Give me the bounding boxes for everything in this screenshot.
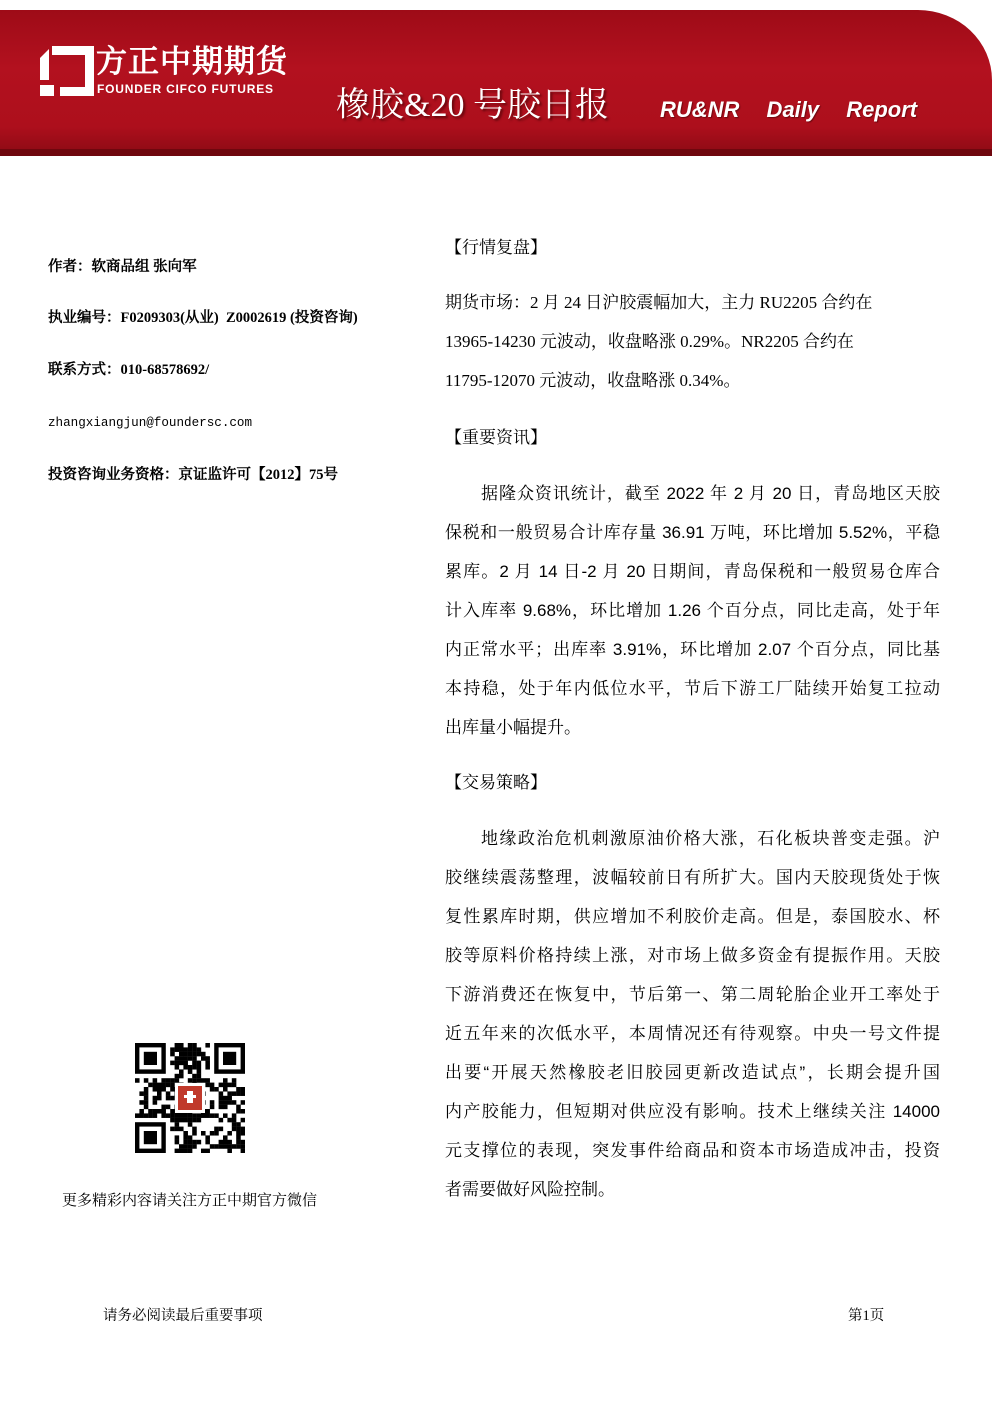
qr-module: [157, 1096, 162, 1101]
qr-module: [241, 1149, 245, 1153]
qr-module: [201, 1149, 206, 1153]
qr-module: [197, 1074, 202, 1079]
qr-module: [232, 1113, 237, 1118]
qr-module: [214, 1144, 219, 1149]
qr-module: [188, 1135, 193, 1140]
qr-module: [205, 1065, 210, 1070]
paragraph-line: 期货市场：2 月 24 日沪胶震幅加大，主力 RU2205 合约在: [445, 293, 873, 312]
qr-module: [241, 1118, 245, 1123]
qr-module: [223, 1096, 228, 1101]
qr-module: [236, 1087, 241, 1092]
qr-module: [236, 1122, 241, 1127]
qr-module: [153, 1078, 158, 1083]
qr-module: [227, 1144, 232, 1149]
paragraph-line: 复性累库时期，供应增加不利胶价走高。但是，泰国胶水、杯: [445, 907, 940, 926]
qr-module: [219, 1127, 224, 1132]
qr-module: [144, 1113, 149, 1118]
qr-module: [223, 1078, 228, 1083]
qr-module: [241, 1140, 245, 1145]
qr-module: [219, 1083, 224, 1088]
qr-module: [179, 1144, 184, 1149]
qr-module: [170, 1052, 175, 1057]
qr-module: [183, 1056, 188, 1061]
qr-module: [219, 1091, 224, 1096]
qr-module: [236, 1144, 241, 1149]
qr-module: [227, 1096, 232, 1101]
qr-module: [139, 1109, 144, 1114]
qr-module: [166, 1096, 171, 1101]
paragraph-line: 内产胶能力，但短期对供应没有影响。技术上继续关注 14000: [445, 1102, 940, 1121]
qr-module: [205, 1061, 210, 1066]
paragraph-line: 本持稳，处于年内低位水平，节后下游工厂陆续开始复工拉动: [445, 679, 940, 698]
paragraph-line: 累库。2 月 14 日-2 月 20 日期间，青岛保税和一般贸易仓库合: [445, 562, 940, 581]
qr-module: [219, 1100, 224, 1105]
qr-module: [236, 1131, 241, 1136]
qr-module: [236, 1109, 241, 1114]
qr-module: [144, 1091, 149, 1096]
qr-module: [192, 1056, 197, 1061]
qr-module: [241, 1091, 245, 1096]
qualification-line: 投资咨询业务资格：京证监许可【2012】75号: [48, 467, 338, 483]
qr-module: [183, 1144, 188, 1149]
qr-finder: [144, 1131, 157, 1144]
qr-module: [135, 1113, 140, 1118]
qr-module: [227, 1149, 232, 1153]
qr-module: [144, 1096, 149, 1101]
qr-module: [170, 1127, 175, 1132]
qr-module: [188, 1052, 193, 1057]
qr-module: [139, 1091, 144, 1096]
trading-strategy-paragraph: [445, 819, 940, 1209]
qr-module: [179, 1052, 184, 1057]
qr-module: [214, 1113, 219, 1118]
qr-module: [175, 1118, 180, 1123]
qr-module: [144, 1078, 149, 1083]
qr-module: [232, 1122, 237, 1127]
qr-module: [153, 1113, 158, 1118]
key-news-paragraph: [445, 474, 940, 747]
qr-module: [153, 1096, 158, 1101]
qr-module: [183, 1118, 188, 1123]
qr-module: [197, 1061, 202, 1066]
qr-module: [227, 1131, 232, 1136]
qr-module: [175, 1056, 180, 1061]
qr-module: [157, 1109, 162, 1114]
paragraph-line: 保税和一般贸易合计库存量 36.91 万吨，环比增加 5.52%，平稳: [445, 523, 940, 542]
qr-module: [241, 1087, 245, 1092]
qr-module: [210, 1113, 215, 1118]
qr-module: [175, 1135, 180, 1140]
qr-center-logo: [187, 1091, 193, 1103]
qr-module: [179, 1043, 184, 1048]
qr-module: [232, 1144, 237, 1149]
qr-module: [183, 1065, 188, 1070]
qr-module: [161, 1105, 166, 1110]
paragraph-line: 地缘政治危机刺激原油价格大涨，石化板块普变走强。沪: [481, 829, 940, 848]
qr-module: [175, 1061, 180, 1066]
qr-code-image: [135, 1043, 245, 1153]
qr-module: [227, 1083, 232, 1088]
qr-module: [170, 1061, 175, 1066]
qr-module: [219, 1118, 224, 1123]
report-title-en: RU&NR Daily Report: [660, 97, 918, 122]
qr-module: [183, 1047, 188, 1052]
qr-caption: 更多精彩内容请关注方正中期官方微信: [62, 1193, 318, 1209]
qr-module: [236, 1135, 241, 1140]
section-heading-market-review: 【行情复盘】: [445, 238, 547, 257]
qr-module: [210, 1131, 215, 1136]
qr-module: [183, 1149, 188, 1153]
qr-module: [170, 1078, 175, 1083]
qr-module: [188, 1122, 193, 1127]
qr-module: [161, 1109, 166, 1114]
qr-module: [166, 1113, 171, 1118]
qr-module: [179, 1118, 184, 1123]
qr-module: [210, 1087, 215, 1092]
qr-module: [205, 1113, 210, 1118]
qr-module: [161, 1083, 166, 1088]
brand-name-cn: 方正中期期货: [96, 44, 288, 80]
founder-cifco-logo-icon: [40, 46, 94, 96]
qr-module: [236, 1140, 241, 1145]
qr-module: [188, 1118, 193, 1123]
qr-module: [144, 1087, 149, 1092]
license-line: 执业编号：F0209303(从业) Z0002619 (投资咨询): [48, 310, 358, 326]
section-heading-key-news: 【重要资讯】: [445, 428, 547, 447]
paragraph-line: 据隆众资讯统计，截至 2022 年 2 月 20 日，青岛地区天胶: [481, 484, 940, 503]
qr-module: [153, 1109, 158, 1114]
qr-module: [223, 1113, 228, 1118]
paragraph-line: 下游消费还在恢复中，节后第一、第二周轮胎企业开工率处于: [445, 985, 940, 1004]
qr-module: [157, 1083, 162, 1088]
qr-module: [232, 1100, 237, 1105]
qr-module: [223, 1135, 228, 1140]
qr-module: [179, 1127, 184, 1132]
qr-module: [183, 1140, 188, 1145]
report-title-cn: 橡胶&20 号胶日报: [336, 87, 609, 124]
qr-module: [241, 1144, 245, 1149]
qr-module: [205, 1043, 210, 1048]
qr-module: [170, 1083, 175, 1088]
qr-module: [205, 1083, 210, 1088]
qr-module: [197, 1069, 202, 1074]
qr-module: [232, 1118, 237, 1123]
qr-module: [183, 1131, 188, 1136]
qr-module: [227, 1118, 232, 1123]
qr-module: [236, 1105, 241, 1110]
qr-module: [183, 1113, 188, 1118]
qr-module: [227, 1100, 232, 1105]
qr-module: [236, 1091, 241, 1096]
qr-module: [223, 1100, 228, 1105]
qr-module: [188, 1043, 193, 1048]
qr-module: [219, 1105, 224, 1110]
qr-module: [135, 1078, 140, 1083]
qr-module: [170, 1118, 175, 1123]
qr-module: [175, 1122, 180, 1127]
qr-module: [210, 1105, 215, 1110]
qr-module: [157, 1087, 162, 1092]
contact-email: zhangxiangjun@foundersc.com: [48, 416, 253, 430]
qr-finder: [223, 1052, 236, 1065]
qr-module: [192, 1140, 197, 1145]
qr-module: [197, 1113, 202, 1118]
qr-module: [175, 1127, 180, 1132]
qr-module: [179, 1047, 184, 1052]
qr-module: [241, 1131, 245, 1136]
qr-module: [188, 1113, 193, 1118]
qr-module: [161, 1113, 166, 1118]
qr-module: [192, 1043, 197, 1048]
qr-module: [223, 1105, 228, 1110]
qr-module: [175, 1113, 180, 1118]
qr-module: [219, 1096, 224, 1101]
qr-module: [175, 1078, 180, 1083]
qr-module: [205, 1056, 210, 1061]
qr-module: [153, 1083, 158, 1088]
qr-module: [183, 1052, 188, 1057]
qr-module: [170, 1047, 175, 1052]
qr-module: [188, 1144, 193, 1149]
qr-module: [188, 1056, 193, 1061]
paragraph-line: 者需要做好风险控制。: [445, 1180, 615, 1199]
qr-module: [175, 1074, 180, 1079]
qr-module: [219, 1140, 224, 1145]
qr-module: [192, 1047, 197, 1052]
qr-module: [148, 1109, 153, 1114]
qr-module: [179, 1149, 184, 1153]
qr-module: [201, 1052, 206, 1057]
qr-module: [166, 1091, 171, 1096]
qr-module: [223, 1087, 228, 1092]
qr-module: [205, 1135, 210, 1140]
qr-finder: [144, 1052, 157, 1065]
qr-module: [192, 1065, 197, 1070]
qr-module: [188, 1047, 193, 1052]
qr-module: [210, 1100, 215, 1105]
qr-module: [170, 1109, 175, 1114]
brand-name-en: FOUNDER CIFCO FUTURES: [97, 82, 274, 96]
qr-module: [144, 1105, 149, 1110]
qr-module: [192, 1113, 197, 1118]
contact-phone: 联系方式：010-68578692/: [48, 362, 210, 378]
qr-module: [197, 1052, 202, 1057]
qr-module: [236, 1127, 241, 1132]
qr-module: [192, 1052, 197, 1057]
qr-module: [241, 1100, 245, 1105]
qr-module: [148, 1113, 153, 1118]
qr-module: [192, 1118, 197, 1123]
qr-module: [232, 1083, 237, 1088]
qr-module: [210, 1083, 215, 1088]
qr-module: [188, 1140, 193, 1145]
qr-module: [179, 1113, 184, 1118]
qr-module: [192, 1144, 197, 1149]
qr-module: [210, 1144, 215, 1149]
qr-module: [205, 1078, 210, 1083]
qr-module: [153, 1100, 158, 1105]
paragraph-line: 元支撑位的表现，突发事件给商品和资本市场造成冲击，投资: [445, 1141, 940, 1160]
qr-module: [161, 1087, 166, 1092]
qr-module: [232, 1127, 237, 1132]
qr-module: [153, 1087, 158, 1092]
qr-module: [148, 1083, 153, 1088]
paragraph-line: 计入库率 9.68%，环比增加 1.26 个百分点，同比走高，处于年: [445, 601, 940, 620]
paragraph-line: 出要“开展天然橡胶老旧胶园更新改造试点”，长期会提升国: [445, 1063, 940, 1082]
qr-module: [179, 1061, 184, 1066]
qr-module: [188, 1149, 193, 1153]
paragraph-line: 13965-14230 元波动，收盘略涨 0.29%。NR2205 合约在: [445, 332, 854, 351]
qr-module: [214, 1087, 219, 1092]
section-heading-trading-strategy: 【交易策略】: [445, 773, 547, 792]
qr-module: [192, 1061, 197, 1066]
qr-module: [179, 1069, 184, 1074]
qr-module: [175, 1149, 180, 1153]
qr-module: [170, 1096, 175, 1101]
author-line: 作者：软商品组 张向军: [48, 259, 197, 275]
qr-module: [175, 1140, 180, 1145]
qr-module: [197, 1065, 202, 1070]
qr-module: [205, 1140, 210, 1145]
qr-module: [175, 1047, 180, 1052]
qr-module: [175, 1065, 180, 1070]
qr-module: [157, 1091, 162, 1096]
qr-module: [170, 1113, 175, 1118]
qr-module: [201, 1078, 206, 1083]
qr-module: [139, 1100, 144, 1105]
qr-module: [197, 1118, 202, 1123]
qr-module: [223, 1144, 228, 1149]
market-review-paragraph: [445, 283, 940, 400]
qr-module: [192, 1127, 197, 1132]
qr-module: [205, 1149, 210, 1153]
qr-module: [219, 1144, 224, 1149]
qr-module: [192, 1074, 197, 1079]
qr-module: [223, 1083, 228, 1088]
paragraph-line: 胶等原料价格持续上涨，对市场上做多资金有提振作用。天胶: [445, 946, 940, 965]
qr-module: [166, 1083, 171, 1088]
qr-module: [227, 1091, 232, 1096]
qr-module: [214, 1127, 219, 1132]
qr-module: [197, 1078, 202, 1083]
qr-module: [183, 1061, 188, 1066]
qr-module: [139, 1113, 144, 1118]
qr-module: [197, 1140, 202, 1145]
qr-module: [201, 1056, 206, 1061]
qr-module: [241, 1109, 245, 1114]
qr-module: [201, 1131, 206, 1136]
qr-module: [241, 1127, 245, 1132]
qr-module: [205, 1109, 210, 1114]
paragraph-line: 出库量小幅提升。: [445, 718, 581, 737]
paragraph-line: 内正常水平；出库率 3.91%，环比增加 2.07 个百分点，同比基: [445, 640, 940, 659]
qr-module: [227, 1140, 232, 1145]
qr-module: [192, 1078, 197, 1083]
footer-notice: 请务必阅读最后重要事项: [103, 1308, 263, 1324]
qr-module: [166, 1078, 171, 1083]
page-number: 第1页: [848, 1308, 885, 1324]
qr-module: [175, 1043, 180, 1048]
qr-module: [232, 1091, 237, 1096]
qr-module: [192, 1131, 197, 1136]
qr-module: [166, 1105, 171, 1110]
qr-module: [170, 1087, 175, 1092]
qr-module: [161, 1078, 166, 1083]
header-bottom-strip: [0, 149, 992, 156]
qr-module: [232, 1078, 237, 1083]
qr-module: [188, 1078, 193, 1083]
qr-module: [197, 1047, 202, 1052]
qr-module: [144, 1100, 149, 1105]
qr-module: [183, 1135, 188, 1140]
qr-module: [201, 1113, 206, 1118]
paragraph-line: 11795-12070 元波动，收盘略涨 0.34%。: [445, 371, 741, 390]
qr-module: [223, 1140, 228, 1145]
qr-module: [214, 1131, 219, 1136]
paragraph-line: 胶继续震荡整理，波幅较前日有所扩大。国内天胶现货处于恢: [445, 868, 940, 887]
qr-module: [179, 1074, 184, 1079]
qr-module: [188, 1069, 193, 1074]
qr-module: [188, 1065, 193, 1070]
qr-module: [179, 1056, 184, 1061]
paragraph-line: 近五年来的次低水平，本周情况还有待观察。中央一号文件提: [445, 1024, 940, 1043]
